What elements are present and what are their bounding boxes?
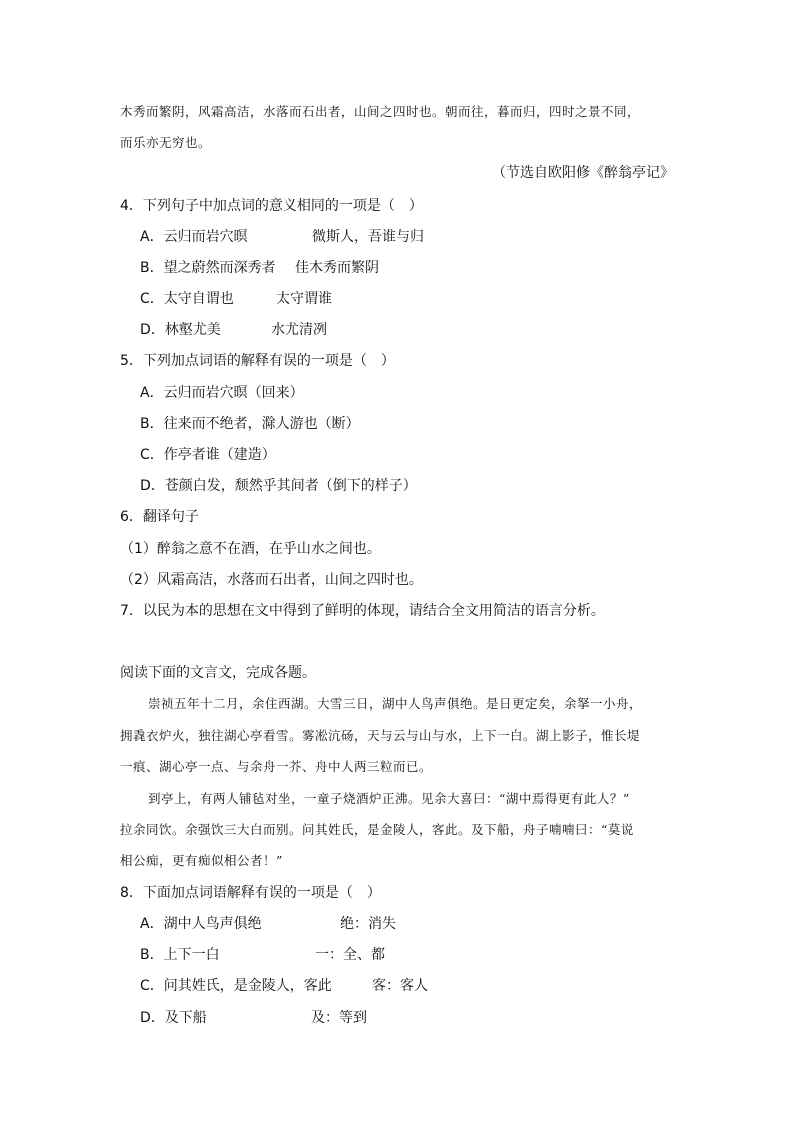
reading2-intro: 阅读下面的文言文，完成各题。 <box>120 665 316 681</box>
q4-stem: 4．下列句子中加点词的意义相同的一项是（ ） <box>120 198 423 214</box>
reading2-p1-line3: 一痕、湖心亭一点、与余舟一芥、舟中人两三粒而已。 <box>120 759 433 774</box>
reading2-p2-line1: 到亭上，有两人铺毡对坐，一童子烧酒炉正沸。见余大喜曰：“湖中焉得更有此人？” <box>148 791 630 806</box>
q5-option-c: C．作亭者谁（建造） <box>140 447 276 463</box>
q5-option-a: A．云归而岩穴暝（回来） <box>140 385 304 401</box>
q4-option-d-compare: 水尤清冽 <box>271 322 327 338</box>
q4-option-a-compare: 微斯人，吾谁与归 <box>312 229 424 245</box>
q7-stem: 7．以民为本的思想在文中得到了鲜明的体现，请结合全文用简洁的语言分析。 <box>120 603 605 619</box>
q8-option-d: D．及下船 <box>140 1010 207 1026</box>
q4-option-b: B．望之蔚然而深秀者 <box>140 260 276 276</box>
q4-option-c: C．太守自谓也 <box>140 291 234 307</box>
q8-option-c: C．问其姓氏，是金陵人，客此 <box>140 978 332 994</box>
q8-option-d-explain: 及：等到 <box>311 1010 367 1026</box>
q4-option-d: D．林壑尤美 <box>140 322 221 338</box>
q8-stem: 8．下面加点词语解释有误的一项是（ ） <box>120 885 381 901</box>
q6-item-2: （2）风霜高洁，水落而石出者，山间之四时也。 <box>120 572 423 588</box>
source-citation: （节选自欧阳修《醉翁亭记》 <box>492 165 674 181</box>
reading2-p1-line1: 崇祯五年十二月，余住西湖。大雪三日，湖中人鸟声俱绝。是日更定矣，余拏一小舟， <box>148 696 643 711</box>
q5-option-d: D．苍颜白发，颓然乎其间者（倒下的样子） <box>140 478 417 494</box>
passage1-line1: 木秀而繁阴，风霜高洁，水落而石出者，山间之四时也。朝而往，暮而归，四时之景不同， <box>120 104 641 119</box>
passage1-line2: 而乐亦无穷也。 <box>120 135 212 150</box>
q5-stem: 5．下列加点词语的解释有误的一项是（ ） <box>120 353 395 369</box>
q8-option-b: B．上下一白 <box>140 947 220 963</box>
q4-option-b-compare: 佳木秀而繁阴 <box>295 260 379 276</box>
reading2-p2-line3: 相公痴，更有痴似相公者！” <box>120 853 283 868</box>
q8-option-c-explain: 客：客人 <box>372 978 428 994</box>
q8-option-a: A．湖中人鸟声俱绝 <box>140 916 262 932</box>
q6-stem: 6．翻译句子 <box>120 509 199 525</box>
q5-option-b: B．往来而不绝者，滁人游也（断） <box>140 416 360 432</box>
q4-option-a: A．云归而岩穴暝 <box>140 229 248 245</box>
q8-option-b-explain: 一：全、都 <box>315 947 385 963</box>
q4-option-c-compare: 太守谓谁 <box>276 291 332 307</box>
reading2-p2-line2: 拉余同饮。余强饮三大白而别。问其姓氏，是金陵人，客此。及下船，舟子喃喃曰：“莫说 <box>120 822 634 837</box>
q6-item-1: （1）醉翁之意不在酒，在乎山水之间也。 <box>120 541 381 557</box>
reading2-p1-line2: 拥毳衣炉火，独往湖心亭看雪。雾凇沆砀，天与云与山与水，上下一白。湖上影子，惟长堤 <box>120 728 641 743</box>
q8-option-a-explain: 绝：消失 <box>340 916 396 932</box>
